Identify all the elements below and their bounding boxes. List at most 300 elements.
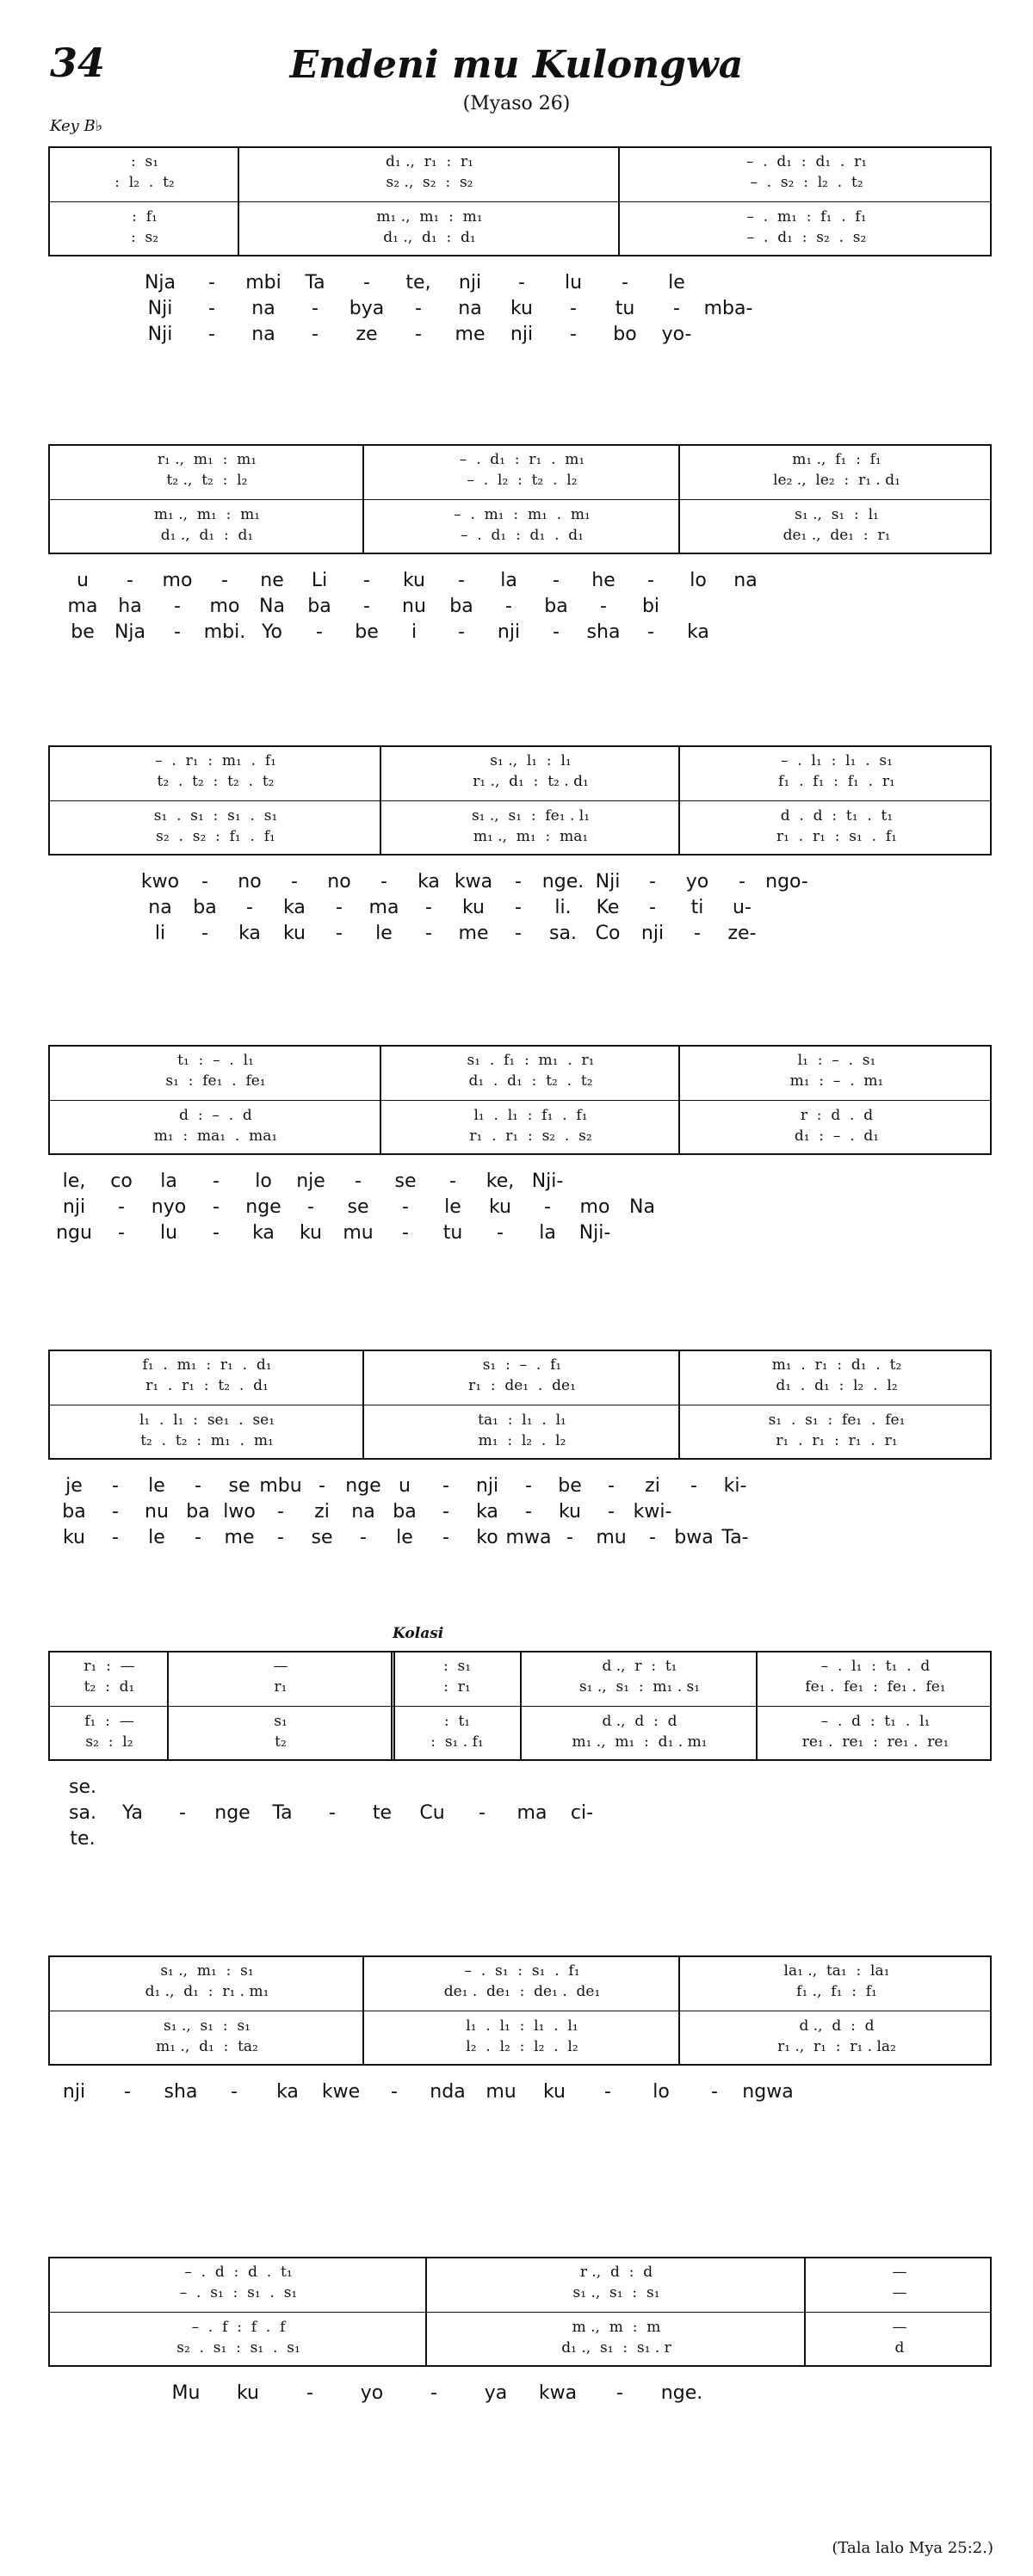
tonic-solfa-staff xyxy=(48,1350,992,1460)
soprano-line xyxy=(57,153,232,170)
lyric-syllable: nji xyxy=(458,272,482,293)
tenor-line xyxy=(57,807,374,825)
note-group: : r₁ xyxy=(443,1678,471,1696)
tenor-line xyxy=(687,2017,987,2035)
note-group: d ., d : d xyxy=(602,1713,677,1730)
lyric-syllable: nge. xyxy=(541,871,585,893)
note-group: s₁ . s₁ : fe₁ . fe₁ xyxy=(768,1412,906,1429)
lyric-syllable: ku xyxy=(299,1222,323,1244)
lyric-syllable: nji xyxy=(640,923,665,944)
chorus-label: Kolasi xyxy=(393,1625,444,1642)
lyric-syllable: lu xyxy=(159,1222,178,1244)
note-group: m₁ : – . m₁ xyxy=(789,1072,884,1090)
bass-line xyxy=(57,229,232,246)
syllable-hyphen: - xyxy=(458,570,465,591)
bass-line xyxy=(687,2038,987,2055)
lyric-syllable: ku xyxy=(461,897,486,918)
tenor-line xyxy=(764,1713,987,1730)
bass-line xyxy=(399,1733,515,1751)
tonic-solfa-staff xyxy=(48,745,992,856)
syllable-hyphen: - xyxy=(544,1196,551,1218)
barline xyxy=(678,1351,680,1458)
verse-3-lyrics xyxy=(48,1828,992,1854)
note-group: t₁ : – . l₁ xyxy=(177,1052,254,1069)
syllable-hyphen: - xyxy=(608,1501,615,1523)
syllable-hyphen: - xyxy=(647,621,654,643)
tonic-solfa-staff xyxy=(48,1045,992,1155)
lyric-syllable: ba xyxy=(62,1501,86,1523)
syllable-hyphen: - xyxy=(118,1222,125,1244)
verse-3-lyrics xyxy=(48,621,992,647)
bass-line xyxy=(176,1733,386,1751)
measure xyxy=(687,1957,987,2064)
lyric-syllable: Cu xyxy=(419,1802,445,1824)
lyric-syllable: le xyxy=(148,1475,165,1497)
note-group: – . l₁ : t₁ . d xyxy=(820,1658,931,1675)
lyric-syllable: tu xyxy=(615,298,635,319)
syllable-hyphen: - xyxy=(213,1222,220,1244)
verse-3-lyrics xyxy=(48,324,992,349)
syllable-hyphen: - xyxy=(277,1527,284,1548)
note-group: d : – . d xyxy=(179,1107,252,1124)
note-group: : t₁ xyxy=(443,1713,471,1730)
barline xyxy=(678,1957,680,2064)
bass-line xyxy=(57,2339,420,2357)
alto-line xyxy=(529,1678,751,1696)
measure xyxy=(57,2258,420,2365)
note-group: m₁ : l₂ . l₂ xyxy=(478,1432,566,1449)
lyric-syllable: ngo- xyxy=(765,871,808,893)
lyrics-block xyxy=(48,2382,992,2408)
syllable-hyphen: - xyxy=(124,2081,131,2103)
lyric-syllable: kwe xyxy=(321,2081,361,2103)
soprano-line xyxy=(529,1658,751,1675)
soprano-line xyxy=(57,451,357,468)
lyric-syllable: ma xyxy=(516,1802,547,1824)
lyric-syllable: Yo xyxy=(262,621,282,643)
syllable-hyphen: - xyxy=(201,923,208,944)
syllable-hyphen: - xyxy=(208,298,215,319)
lyric-syllable: Nja xyxy=(114,621,146,643)
syllable-hyphen: - xyxy=(600,596,607,617)
alto-line xyxy=(687,1072,987,1090)
lyric-syllable: ke, xyxy=(486,1171,515,1192)
alto-line xyxy=(57,174,232,191)
measure xyxy=(371,1351,673,1458)
syllable-hyphen: - xyxy=(277,1501,284,1523)
note-group: de₁ ., de₁ : r₁ xyxy=(782,527,891,544)
note-group: l₁ . l₁ : se₁ . se₁ xyxy=(139,1412,275,1429)
lyric-syllable: ku xyxy=(402,570,426,591)
note-group: l₁ . l₁ : l₁ . l₁ xyxy=(466,2017,578,2035)
syllable-hyphen: - xyxy=(649,897,656,918)
tenor-line xyxy=(371,1412,673,1429)
alto-line xyxy=(388,1072,673,1090)
lyric-syllable: ma xyxy=(368,897,399,918)
lyric-syllable: ku xyxy=(282,923,306,944)
lyric-syllable: kwo xyxy=(140,871,180,893)
tenor-line xyxy=(388,807,673,825)
syllable-hyphen: - xyxy=(442,1501,449,1523)
note-group: – . f : f . f xyxy=(191,2319,286,2336)
lyric-syllable: Li xyxy=(311,570,328,591)
verse-3-lyrics xyxy=(48,923,992,948)
barline xyxy=(618,148,620,255)
measure xyxy=(57,446,357,553)
lyric-syllable: ku xyxy=(558,1501,582,1523)
measure xyxy=(434,2258,799,2365)
bass-line xyxy=(388,1127,673,1145)
syllable-hyphen: - xyxy=(127,570,133,591)
syllable-hyphen: - xyxy=(515,923,522,944)
lyric-syllable: no xyxy=(327,871,351,893)
tonic-solfa-staff xyxy=(48,444,992,554)
measure xyxy=(57,1351,357,1458)
bass-line xyxy=(627,229,987,246)
note-group: : f₁ xyxy=(132,208,158,225)
syllable-hyphen: - xyxy=(649,871,656,893)
note-group: m ., m : m xyxy=(572,2319,661,2336)
barline xyxy=(362,446,364,553)
lyric-syllable: mo xyxy=(162,570,193,591)
syllable-hyphen: - xyxy=(112,1501,119,1523)
lyric-syllable: ya xyxy=(484,2382,508,2404)
note-group: s₁ . s₁ : s₁ . s₁ xyxy=(153,807,278,825)
syllable-hyphen: - xyxy=(442,1475,449,1497)
lyric-syllable: nge. xyxy=(660,2382,703,2404)
lyric-syllable: me xyxy=(458,923,489,944)
note-group: d₁ ., s₁ : s₁ . r xyxy=(561,2339,671,2357)
syllable-hyphen: - xyxy=(570,324,577,345)
verse-3-lyrics xyxy=(48,1527,992,1553)
tenor-line xyxy=(687,807,987,825)
verse-1-lyrics xyxy=(48,272,992,298)
note-group: r₁ . r₁ : s₂ . s₂ xyxy=(469,1127,592,1145)
lyric-syllable: ku xyxy=(510,298,534,319)
note-group: d . d : t₁ . t₁ xyxy=(780,807,894,825)
alto-line xyxy=(57,1377,357,1394)
note-group: s₁ ., m₁ : s₁ xyxy=(160,1962,254,1980)
alto-line xyxy=(764,1678,987,1696)
note-group: le₂ ., le₂ : r₁ . d₁ xyxy=(773,472,900,489)
soprano-line xyxy=(176,1658,386,1675)
tenor-line xyxy=(371,2017,673,2035)
note-group: s₁ ., s₁ : s₁ xyxy=(164,2017,251,2035)
note-group: t₂ : d₁ xyxy=(84,1678,135,1696)
bass-line xyxy=(813,2339,987,2357)
lyric-syllable: nge xyxy=(214,1802,251,1824)
syllable-hyphen: - xyxy=(649,1527,656,1548)
soprano-line xyxy=(371,1356,673,1374)
syllable-hyphen: - xyxy=(112,1475,119,1497)
verse-1-lyrics xyxy=(48,2382,992,2408)
lyric-syllable: ci- xyxy=(570,1802,594,1824)
lyric-syllable: ba xyxy=(544,596,568,617)
lyric-syllable: ku xyxy=(488,1196,512,1218)
lyric-syllable: Ta xyxy=(272,1802,293,1824)
note-group: — xyxy=(892,2284,907,2301)
syllable-hyphen: - xyxy=(316,621,323,643)
lyric-syllable: ha xyxy=(118,596,142,617)
note-group: – . l₁ : l₁ . s₁ xyxy=(781,752,893,769)
note-group: – . s₁ : s₁ . s₁ xyxy=(179,2284,298,2301)
lyric-syllable: se xyxy=(311,1527,333,1548)
note-group: d₁ . d₁ : l₂ . l₂ xyxy=(776,1377,898,1394)
soprano-line xyxy=(246,153,613,170)
note-group: f₁ ., f₁ : f₁ xyxy=(796,1983,877,2000)
bass-line xyxy=(371,2038,673,2055)
bass-line xyxy=(57,1432,357,1449)
lyric-syllable: nu xyxy=(145,1501,169,1523)
lyric-syllable: Co xyxy=(595,923,621,944)
soprano-line xyxy=(687,1052,987,1069)
syllable-hyphen: - xyxy=(570,298,577,319)
syllable-hyphen: - xyxy=(442,1527,449,1548)
note-group: m₁ ., m₁ : d₁ . m₁ xyxy=(572,1733,708,1751)
tenor-line xyxy=(371,506,673,523)
note-group: r : d . d xyxy=(800,1107,874,1124)
syllable-hyphen: - xyxy=(336,923,343,944)
alto-line xyxy=(246,174,613,191)
footnote: (Tala lalo Mya 25:2.) xyxy=(832,2539,993,2557)
syllable-hyphen: - xyxy=(306,2382,313,2404)
syllable-hyphen: - xyxy=(380,871,387,893)
lyric-syllable: ba xyxy=(193,897,217,918)
tonic-solfa-staff xyxy=(48,2257,992,2367)
lyric-syllable: kwa xyxy=(538,2382,578,2404)
syllable-hyphen: - xyxy=(604,2081,611,2103)
syllable-hyphen: - xyxy=(622,272,628,293)
alto-line xyxy=(57,1983,357,2000)
alto-line xyxy=(176,1678,386,1696)
music-system xyxy=(48,1955,992,2107)
note-group: t₂ ., t₂ : l₂ xyxy=(166,472,248,489)
note-group: – . s₁ : s₁ . f₁ xyxy=(464,1962,580,1980)
lyric-syllable: se xyxy=(394,1171,417,1192)
alto-line xyxy=(627,174,987,191)
note-group: s₁ ., s₁ : l₁ xyxy=(795,506,879,523)
note-group: – . s₂ : l₂ . t₂ xyxy=(750,174,863,191)
barline xyxy=(678,446,680,553)
soprano-line xyxy=(57,2264,420,2281)
measure xyxy=(687,747,987,854)
syllable-hyphen: - xyxy=(525,1475,532,1497)
note-group: m₁ ., m₁ : m₁ xyxy=(376,208,483,225)
music-system xyxy=(48,2257,992,2408)
alto-line xyxy=(57,773,374,790)
note-group: – . m₁ : m₁ . m₁ xyxy=(454,506,591,523)
syllable-hyphen: - xyxy=(319,1475,325,1497)
lyric-syllable: la xyxy=(160,1171,177,1192)
tenor-line xyxy=(434,2319,799,2336)
syllable-hyphen: - xyxy=(425,897,432,918)
lyric-syllable: mwa xyxy=(505,1527,552,1548)
lyric-syllable: nji xyxy=(62,2081,86,2103)
verse-1-lyrics xyxy=(48,1776,992,1802)
tenor-line xyxy=(57,2017,357,2035)
syllable-hyphen: - xyxy=(391,2081,398,2103)
measure xyxy=(529,1652,751,1759)
syllable-hyphen: - xyxy=(221,570,228,591)
lyric-syllable: ka xyxy=(283,897,306,918)
lyric-syllable: nda xyxy=(430,2081,466,2103)
syllable-hyphen: - xyxy=(690,1475,697,1497)
syllable-hyphen: - xyxy=(201,871,208,893)
lyric-syllable: sa. xyxy=(549,923,577,944)
alto-line xyxy=(687,1377,987,1394)
syllable-hyphen: - xyxy=(355,1171,362,1192)
note-group: : s₁ . f₁ xyxy=(430,1733,484,1751)
note-group: s₁ . f₁ : m₁ . r₁ xyxy=(467,1052,595,1069)
syllable-hyphen: - xyxy=(739,871,745,893)
lyric-syllable: na xyxy=(458,298,482,319)
syllable-hyphen: - xyxy=(195,1527,201,1548)
note-group: s₁ xyxy=(274,1713,288,1730)
lyric-syllable: nji xyxy=(62,1196,86,1218)
measure xyxy=(388,747,673,854)
alto-line xyxy=(687,1983,987,2000)
lyric-syllable: je xyxy=(65,1475,83,1497)
note-group: r₁ : — xyxy=(84,1658,135,1675)
measure xyxy=(371,446,673,553)
note-group: f₁ : — xyxy=(84,1713,134,1730)
bass-line xyxy=(687,828,987,845)
verse-1-lyrics xyxy=(48,570,992,596)
lyric-syllable: ne xyxy=(260,570,284,591)
soprano-line xyxy=(388,1052,673,1069)
lyric-syllable: le xyxy=(668,272,685,293)
note-group: d₁ . d₁ : t₂ . t₂ xyxy=(468,1072,593,1090)
syllable-hyphen: - xyxy=(312,324,319,345)
lyric-syllable: co xyxy=(110,1171,133,1192)
syllable-hyphen: - xyxy=(505,596,512,617)
lyric-syllable: li xyxy=(154,923,166,944)
measure xyxy=(764,1652,987,1759)
syllable-hyphen: - xyxy=(329,1802,336,1824)
note-group: r ., d : d xyxy=(579,2264,653,2281)
lyric-syllable: ba xyxy=(449,596,473,617)
lyric-syllable: nu xyxy=(402,596,426,617)
lyric-syllable: nge xyxy=(245,1196,281,1218)
tenor-line xyxy=(687,1107,987,1124)
lyric-syllable: mu xyxy=(343,1222,374,1244)
lyric-syllable: na xyxy=(251,298,275,319)
note-group: t₂ xyxy=(275,1733,287,1751)
lyric-syllable: Ta xyxy=(305,272,325,293)
lyric-syllable: le xyxy=(444,1196,461,1218)
bass-line xyxy=(246,229,613,246)
syllable-hyphen: - xyxy=(363,596,370,617)
note-group: r₁ . r₁ : r₁ . r₁ xyxy=(776,1432,898,1449)
note-group: d xyxy=(894,2339,905,2357)
note-group: m₁ : ma₁ . ma₁ xyxy=(153,1127,278,1145)
lyric-syllable: se xyxy=(347,1196,369,1218)
bass-line xyxy=(57,527,357,544)
lyric-syllable: sha xyxy=(164,2081,198,2103)
lyric-syllable: na xyxy=(148,897,172,918)
lyric-syllable: bi xyxy=(641,596,660,617)
syllable-hyphen: - xyxy=(174,621,181,643)
barline xyxy=(678,747,680,854)
note-group: m₁ . r₁ : d₁ . t₂ xyxy=(771,1356,902,1374)
lyric-syllable: te. xyxy=(70,1828,96,1850)
note-group: s₂ ., s₂ : s₂ xyxy=(386,174,473,191)
syllable-hyphen: - xyxy=(246,897,253,918)
lyric-syllable: mo xyxy=(209,596,240,617)
verse-1-lyrics xyxy=(48,1475,992,1501)
note-group: d₁ ., r₁ : r₁ xyxy=(386,153,473,170)
lyric-syllable: me xyxy=(224,1527,255,1548)
lyric-syllable: lwo xyxy=(223,1501,256,1523)
barline xyxy=(238,148,239,255)
measure xyxy=(57,1047,374,1153)
lyric-syllable: mu xyxy=(596,1527,627,1548)
lyric-syllable: le xyxy=(396,1527,413,1548)
lyric-syllable: ti xyxy=(690,897,704,918)
measure xyxy=(57,1652,162,1759)
lyric-syllable: na xyxy=(251,324,275,345)
lyric-syllable: te, xyxy=(405,272,431,293)
lyric-syllable: le xyxy=(148,1527,165,1548)
tonic-solfa-staff xyxy=(48,1651,992,1761)
note-group: d₁ ., d₁ : d₁ xyxy=(383,229,476,246)
key-signature: Key B♭ xyxy=(50,117,103,135)
note-group: – . r₁ : m₁ . f₁ xyxy=(155,752,276,769)
bass-line xyxy=(57,2038,357,2055)
barline xyxy=(425,2258,427,2365)
note-group: r₁ : de₁ . de₁ xyxy=(468,1377,576,1394)
note-group: s₂ : l₂ xyxy=(85,1733,133,1751)
note-group: l₁ . l₁ : f₁ . f₁ xyxy=(473,1107,588,1124)
lyric-syllable: le, xyxy=(62,1171,86,1192)
music-system xyxy=(48,1350,992,1553)
bass-line xyxy=(687,1127,987,1145)
lyric-syllable: ba xyxy=(307,596,331,617)
alto-line xyxy=(57,2284,420,2301)
measure xyxy=(246,148,613,255)
hymn-number: 34 xyxy=(50,40,106,86)
lyric-syllable: yo xyxy=(360,2382,384,2404)
soprano-line xyxy=(687,1356,987,1374)
syllable-hyphen: - xyxy=(458,621,465,643)
tenor-line xyxy=(57,1713,162,1730)
note-group: l₂ . l₂ : l₂ . l₂ xyxy=(466,2038,578,2055)
lyric-syllable: ba xyxy=(186,1501,210,1523)
lyric-syllable: nji xyxy=(475,1475,499,1497)
lyrics-block xyxy=(48,1475,992,1553)
lyric-syllable: nji xyxy=(510,324,534,345)
alto-line xyxy=(371,472,673,489)
lyric-syllable: he xyxy=(591,570,615,591)
note-group: d ., d : d xyxy=(799,2017,875,2035)
music-system xyxy=(48,1045,992,1248)
soprano-line xyxy=(371,451,673,468)
lyric-syllable: lo xyxy=(653,2081,670,2103)
verse-3-lyrics xyxy=(48,1222,992,1248)
note-group: : s₂ xyxy=(130,229,159,246)
note-group: d₁ ., d₁ : d₁ xyxy=(160,527,254,544)
soprano-line xyxy=(399,1658,515,1675)
lyric-syllable: mo xyxy=(579,1196,610,1218)
syllable-hyphen: - xyxy=(363,272,370,293)
note-group: r₁ ., d₁ : t₂ . d₁ xyxy=(473,773,589,790)
lyrics-block xyxy=(48,570,992,647)
bass-line xyxy=(764,1733,987,1751)
lyric-syllable: ka xyxy=(418,871,440,893)
lyric-syllable: sa. xyxy=(69,1802,96,1824)
note-group: : s₁ xyxy=(130,153,159,170)
note-group: f₁ . f₁ : f₁ . r₁ xyxy=(778,773,895,790)
